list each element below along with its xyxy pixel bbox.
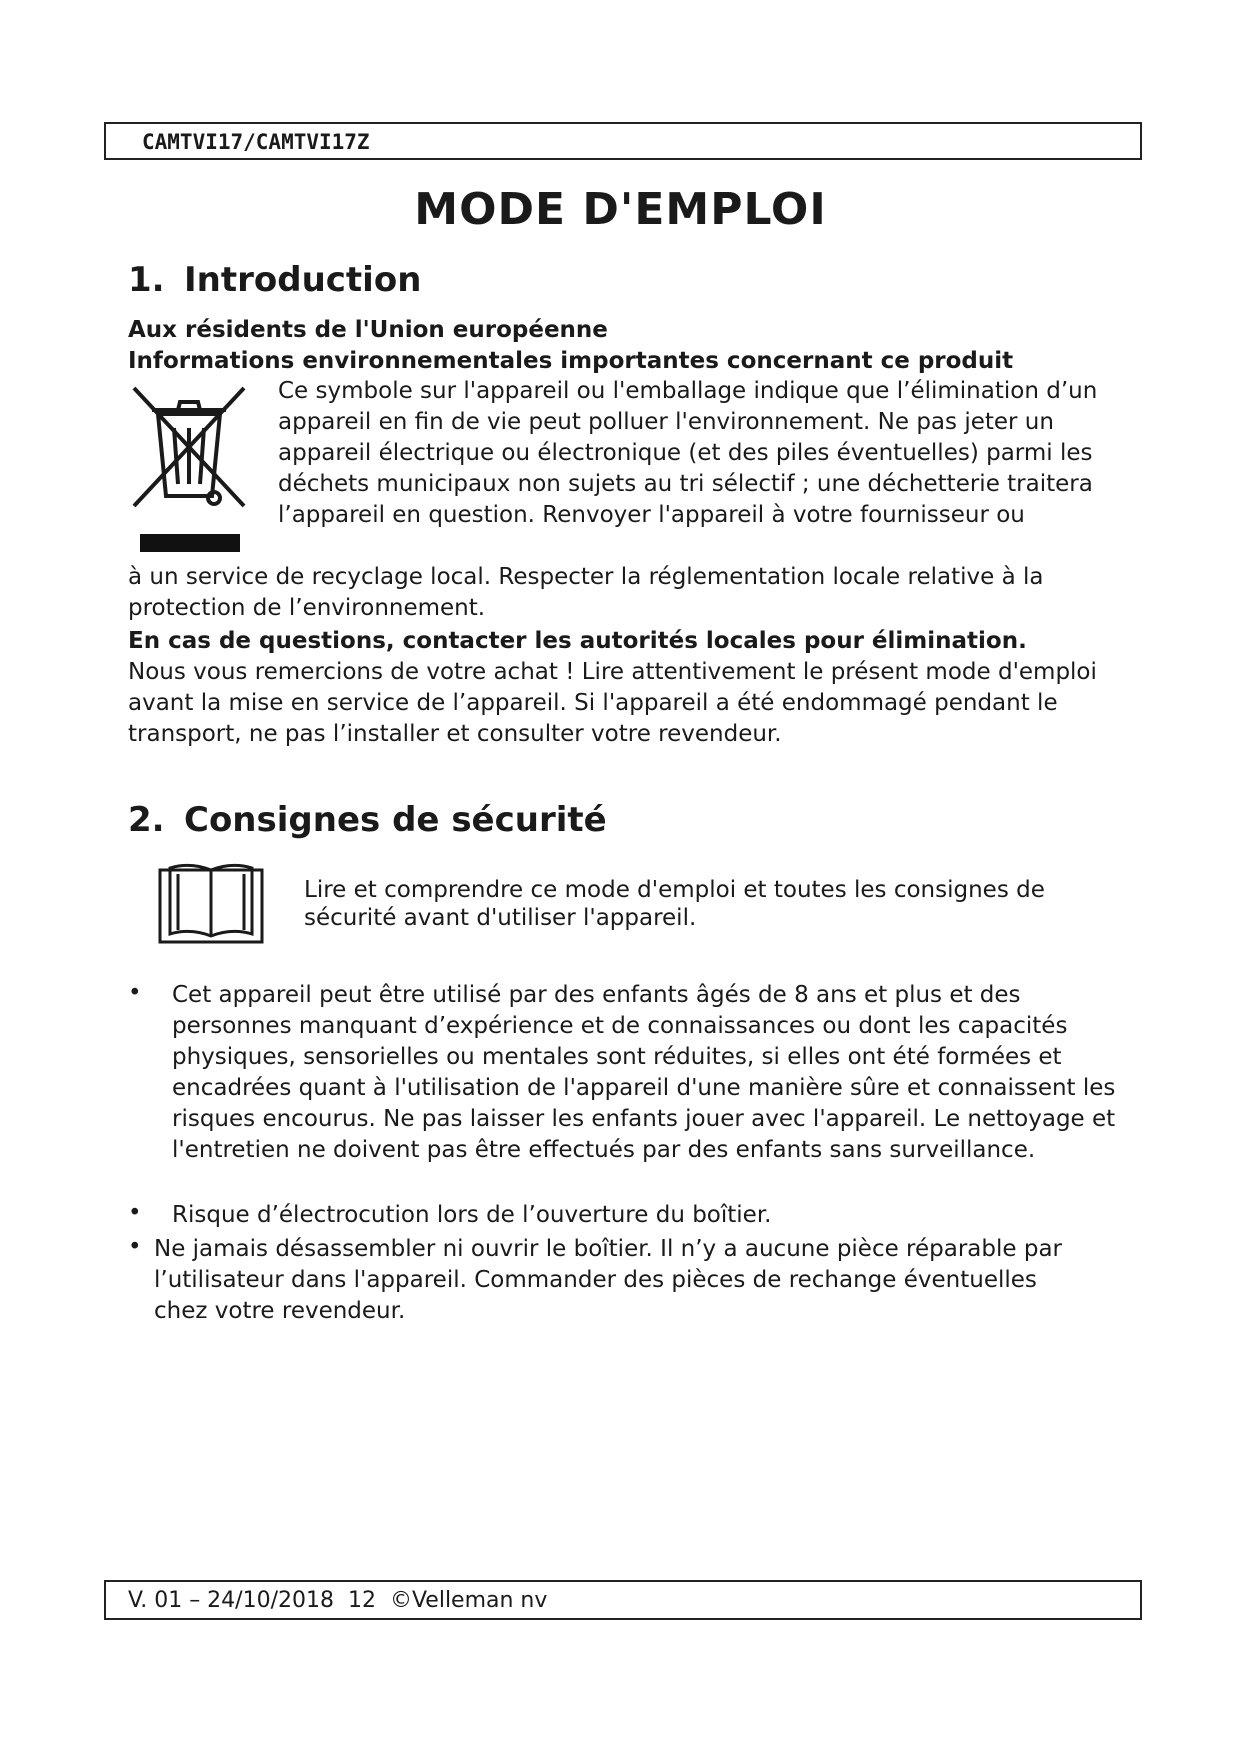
section-2-number: 2.: [128, 800, 165, 840]
questions-notice: En cas de questions, contacter les autorités locales pour élimination.: [128, 628, 1027, 654]
section-1-number: 1.: [128, 260, 165, 300]
weee-description-continued: à un service de recyclage local. Respecter la réglementation locale relative à la protection de l’environnement.: [128, 564, 1044, 621]
bullet-marker: •: [128, 1234, 142, 1260]
footer-box: [104, 1580, 1142, 1620]
bullet-marker: •: [128, 1200, 142, 1226]
header-box: [104, 122, 1142, 160]
section-2-heading: [128, 800, 607, 840]
footer-version: V. 01 – 24/10/2018 12 ©Velleman nv: [128, 1588, 548, 1613]
section-2-title: Consignes de sécurité: [184, 800, 607, 840]
environment-info-subheading: Informations environnementales importantes concernant ce produit: [128, 348, 1014, 374]
section-1-title: Introduction: [184, 260, 422, 300]
model-number: CAMTVI17/CAMTVI17Z: [142, 130, 370, 154]
read-manual-text: Lire et comprendre ce mode d'emploi et toutes les consignes de sécurité avant d'utiliser l'appareil.: [304, 877, 1045, 931]
safety-bullet-disassembly: [154, 1234, 1094, 1327]
page-title: MODE D'EMPLOI: [414, 184, 827, 235]
safety-bullet-electrocution: Risque d’électrocution lors de l’ouverture du boîtier.: [172, 1202, 772, 1228]
crossed-bin-icon: [128, 384, 252, 554]
bullet-marker: •: [128, 980, 142, 1006]
weee-description: Ce symbole sur l'appareil ou l'emballage indique que l’élimination d’un appareil en fin de vie peut polluer l'environnement. Ne pas jeter un appareil électrique ou électronique (et des piles éventuelles) parmi les déchets municipaux non sujets au tri sélectif ; une déchetterie traitera l’appareil en question. Renvoyer l'appareil à votre fournisseur ou: [278, 378, 1098, 528]
thanks-paragraph: Nous vous remercions de votre achat ! Lire attentivement le présent mode d'emploi avant la mise en service de l’appareil. Si l'appareil a été endommagé pendant le transport, ne pas l’installer et consulter votre revendeur.: [128, 659, 1097, 747]
eu-residents-subheading: Aux résidents de l'Union européenne: [128, 317, 608, 343]
safety-bullet-children: Cet appareil peut être utilisé par des enfants âgés de 8 ans et plus et des personnes manquant d’expérience et de connaissances ou dont les capacités physiques, sensorielles ou mentales sont réduites, si elles ont été formées et encadrées quant à l'utilisation de l'appareil d'une manière sûre et connaissent les risques encourus. Ne pas laisser les enfants jouer avec l'appareil. Le nettoyage et l'entretien ne doivent pas être effectués par des enfants sans surveillance.: [172, 982, 1116, 1163]
safety-bullet-disassembly-text: Ne jamais désassembler ni ouvrir le boîtier. Il n’y a aucune pièce réparable par l’utilisateur dans l'appareil. Commander des pièces de rechange éventuelles chez votre revendeur.: [154, 1236, 1063, 1324]
section-1-heading: [128, 260, 421, 300]
read-manual-icon: [158, 862, 264, 944]
